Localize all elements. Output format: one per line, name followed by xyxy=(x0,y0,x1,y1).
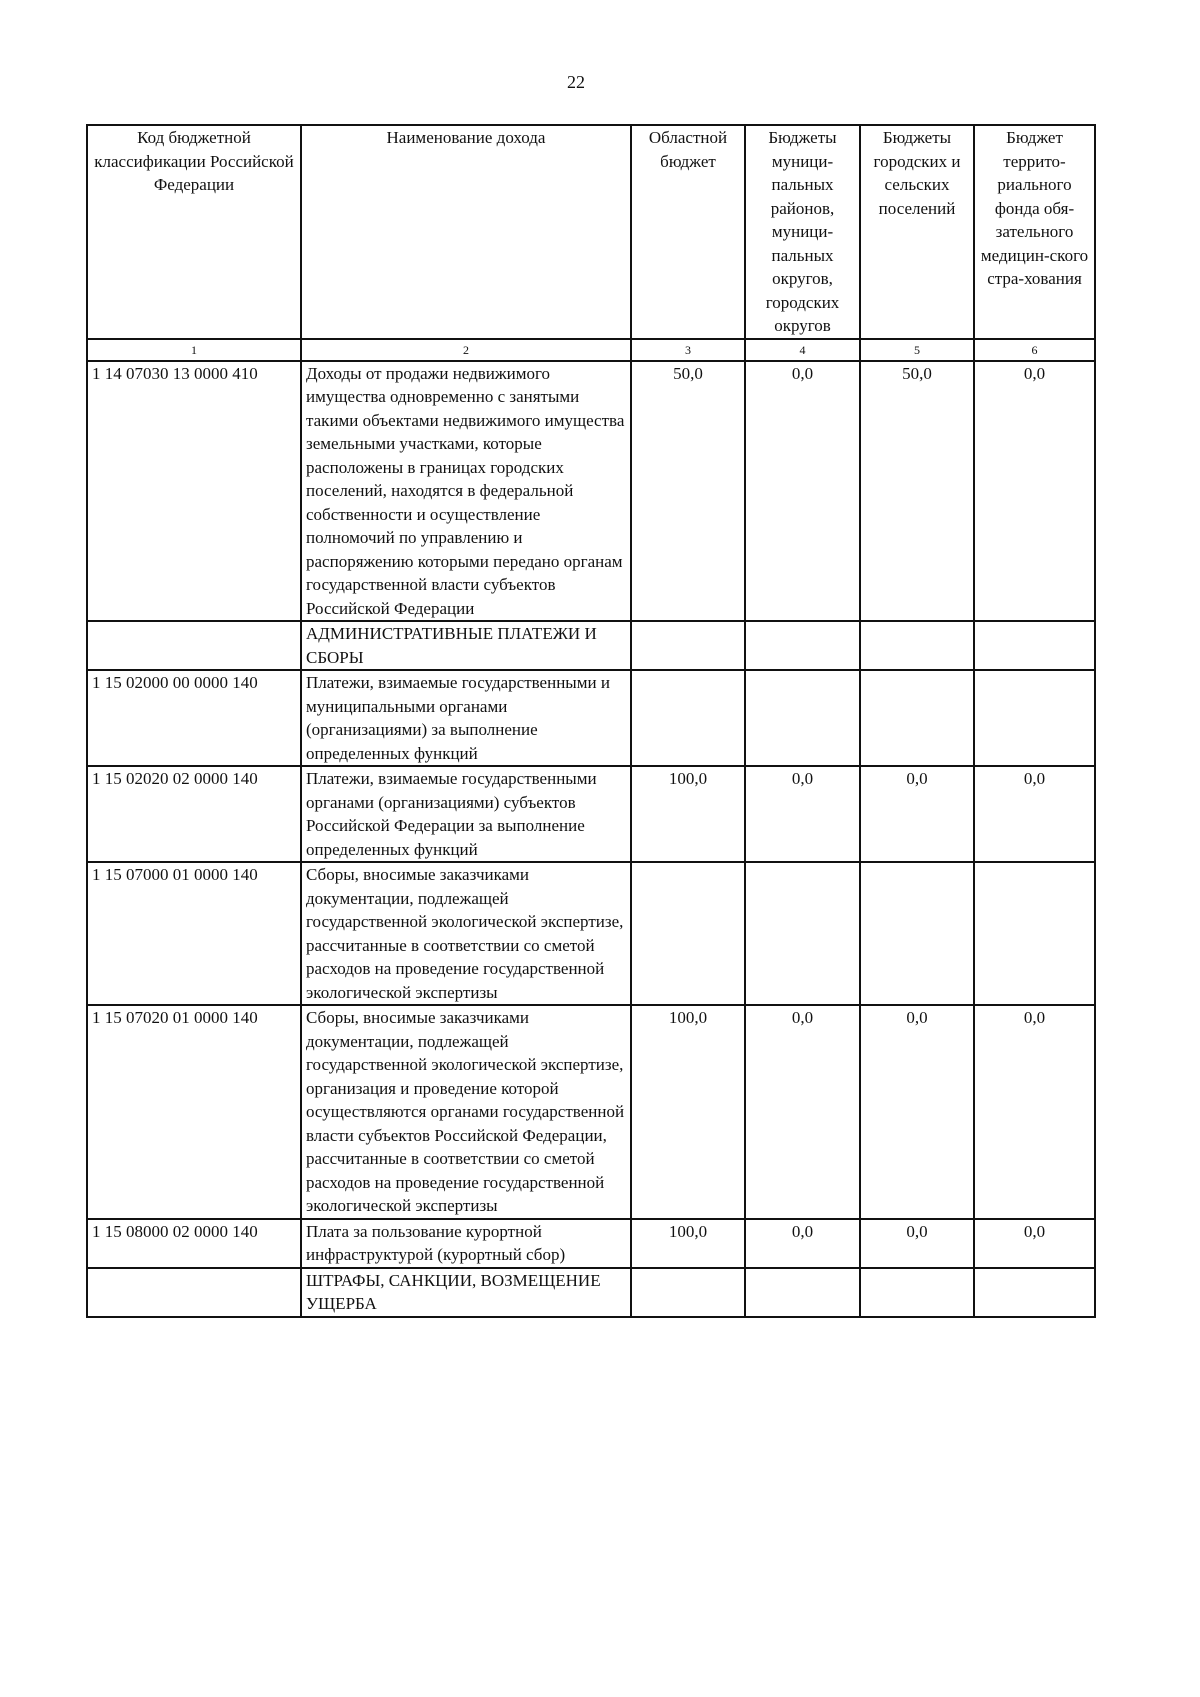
settlement-budgets-value: 0,0 xyxy=(860,766,974,862)
revenue-name-cell: Сборы, вносимые заказчиками документации, подлежащей государственной экологической экспертизе, рассчитанные в соответствии со сметой расходов на проведение государственной экологической экспертизы xyxy=(301,862,631,1005)
table-row xyxy=(87,766,1095,862)
revenue-name-cell: Платежи, взимаемые государственными и муниципальными органами (организациями) за выполнение определенных функций xyxy=(301,670,631,766)
budget-code-cell: 1 15 07020 01 0000 140 xyxy=(87,1005,301,1219)
header-row xyxy=(87,125,1095,339)
medical-fund-value: 0,0 xyxy=(974,766,1095,862)
regional-budget-value: 100,0 xyxy=(631,766,745,862)
header-municipal-budgets: Бюджеты муници-пальных районов, муници-пальных округов, городских округов xyxy=(745,125,860,339)
municipal-budgets-value: 0,0 xyxy=(745,766,860,862)
revenue-name-cell: Доходы от продажи недвижимого имущества одновременно с занятыми такими объектами недвижимого имущества земельными участками, которые расположены в границах городских поселений, находятся в федеральной собственности и осуществление полномочий по управлению и распоряжению которыми передано органам государственной власти субъектов Российской Федерации xyxy=(301,361,631,622)
regional-budget-value xyxy=(631,1268,745,1317)
municipal-budgets-value: 0,0 xyxy=(745,1219,860,1268)
budget-code-cell xyxy=(87,621,301,670)
budget-code-cell xyxy=(87,1268,301,1317)
column-number: 2 xyxy=(301,339,631,361)
column-number: 4 xyxy=(745,339,860,361)
regional-budget-value xyxy=(631,670,745,766)
column-number: 6 xyxy=(974,339,1095,361)
medical-fund-value xyxy=(974,1268,1095,1317)
revenue-name-cell: Сборы, вносимые заказчиками документации, подлежащей государственной экологической экспертизе, организация и проведение которой осуществляются органами государственной власти субъектов Российской Федерации, рассчитанные в соответствии со сметой расходов на проведение государственной экологической экспертизы xyxy=(301,1005,631,1219)
table-row xyxy=(87,1268,1095,1317)
column-number-row xyxy=(87,339,1095,361)
regional-budget-value xyxy=(631,862,745,1005)
revenue-name-cell: Плата за пользование курортной инфраструктурой (курортный сбор) xyxy=(301,1219,631,1268)
medical-fund-value: 0,0 xyxy=(974,361,1095,622)
header-revenue-name: Наименование дохода xyxy=(301,125,631,339)
budget-code-cell: 1 15 07000 01 0000 140 xyxy=(87,862,301,1005)
page-number: 22 xyxy=(567,72,585,92)
settlement-budgets-value: 0,0 xyxy=(860,1005,974,1219)
municipal-budgets-value xyxy=(745,670,860,766)
municipal-budgets-value: 0,0 xyxy=(745,361,860,622)
municipal-budgets-value xyxy=(745,862,860,1005)
settlement-budgets-value xyxy=(860,670,974,766)
municipal-budgets-value xyxy=(745,621,860,670)
settlement-budgets-value xyxy=(860,1268,974,1317)
regional-budget-value: 100,0 xyxy=(631,1005,745,1219)
medical-fund-value xyxy=(974,670,1095,766)
medical-fund-value: 0,0 xyxy=(974,1005,1095,1219)
budget-code-cell: 1 15 02020 02 0000 140 xyxy=(87,766,301,862)
budget-code-cell: 1 15 08000 02 0000 140 xyxy=(87,1219,301,1268)
column-number: 3 xyxy=(631,339,745,361)
municipal-budgets-value xyxy=(745,1268,860,1317)
budget-code-cell: 1 15 02000 00 0000 140 xyxy=(87,670,301,766)
section-heading-cell: ШТРАФЫ, САНКЦИИ, ВОЗМЕЩЕНИЕ УЩЕРБА xyxy=(301,1268,631,1317)
municipal-budgets-value: 0,0 xyxy=(745,1005,860,1219)
settlement-budgets-value: 0,0 xyxy=(860,1219,974,1268)
section-heading-cell: АДМИНИСТРАТИВНЫЕ ПЛАТЕЖИ И СБОРЫ xyxy=(301,621,631,670)
regional-budget-value: 100,0 xyxy=(631,1219,745,1268)
column-number: 5 xyxy=(860,339,974,361)
table-row xyxy=(87,1219,1095,1268)
table-row xyxy=(87,862,1095,1005)
revenue-name-cell: Платежи, взимаемые государственными органами (организациями) субъектов Российской Федерации за выполнение определенных функций xyxy=(301,766,631,862)
header-regional-budget: Областной бюджет xyxy=(631,125,745,339)
table-row xyxy=(87,621,1095,670)
table-row xyxy=(87,670,1095,766)
revenue-table xyxy=(86,124,1096,1318)
regional-budget-value xyxy=(631,621,745,670)
medical-fund-value: 0,0 xyxy=(974,1219,1095,1268)
table-row xyxy=(87,1005,1095,1219)
header-settlement-budgets: Бюджеты городских и сельских поселений xyxy=(860,125,974,339)
header-medical-insurance-fund: Бюджет террито-риального фонда обя-зательного медицин-ского стра-хования xyxy=(974,125,1095,339)
budget-code-cell: 1 14 07030 13 0000 410 xyxy=(87,361,301,622)
medical-fund-value xyxy=(974,862,1095,1005)
table-row xyxy=(87,361,1095,622)
settlement-budgets-value xyxy=(860,621,974,670)
header-budget-code: Код бюджетной классификации Российской Федерации xyxy=(87,125,301,339)
settlement-budgets-value: 50,0 xyxy=(860,361,974,622)
column-number: 1 xyxy=(87,339,301,361)
medical-fund-value xyxy=(974,621,1095,670)
regional-budget-value: 50,0 xyxy=(631,361,745,622)
settlement-budgets-value xyxy=(860,862,974,1005)
